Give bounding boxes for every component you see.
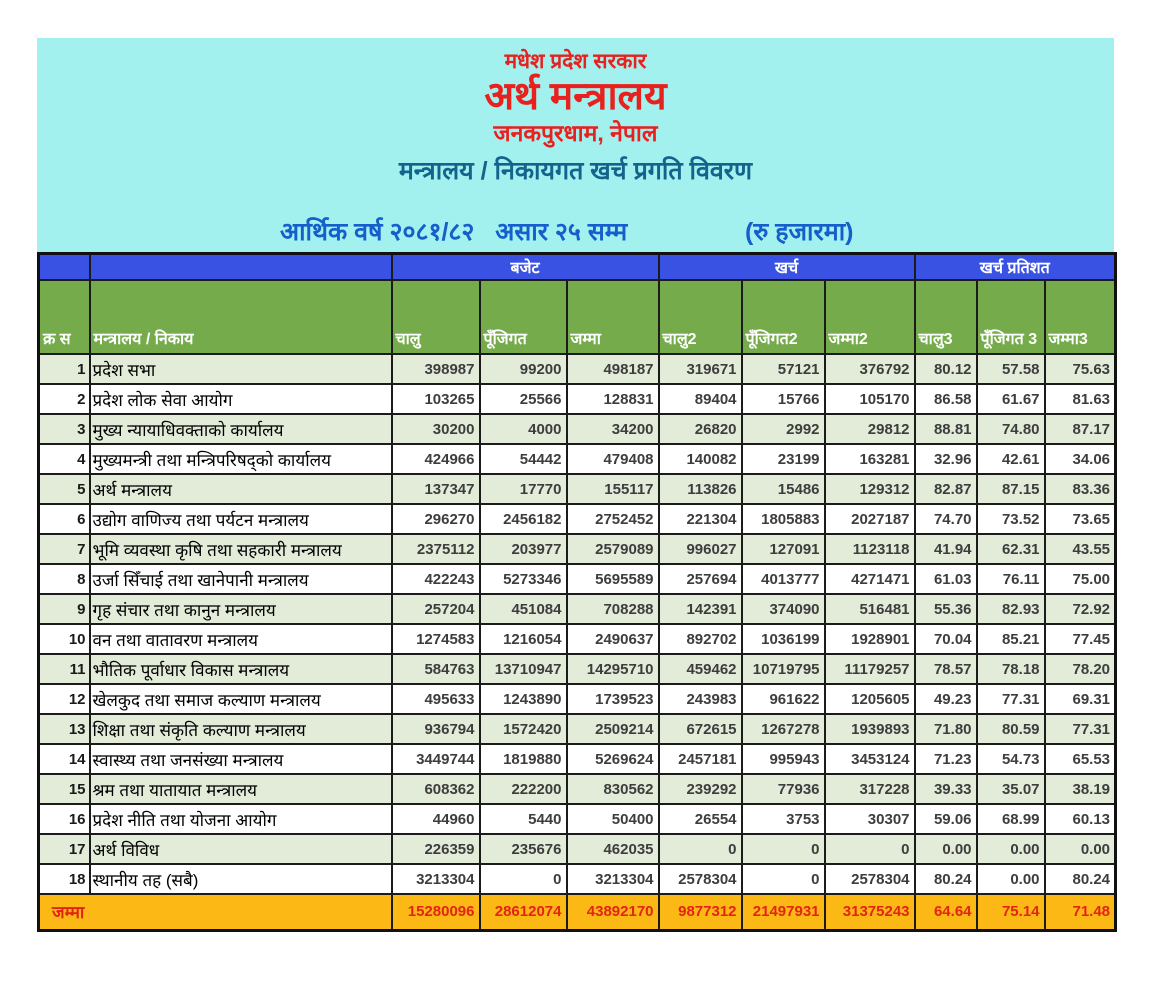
row-value-cell: 239292: [659, 774, 742, 804]
row-serial: 15: [39, 774, 90, 804]
row-value-cell: 462035: [567, 834, 659, 864]
row-value-cell: 77.45: [1045, 624, 1116, 654]
row-serial: 1: [39, 354, 90, 384]
expense-progress-table: [37, 252, 1117, 932]
row-ministry-name: भूमि व्यवस्था कृषि तथा सहकारी मन्त्रालय: [90, 534, 392, 564]
row-serial: 16: [39, 804, 90, 834]
row-value-cell: 257204: [392, 594, 480, 624]
row-value-cell: 80.12: [915, 354, 977, 384]
row-value-cell: 317228: [825, 774, 915, 804]
row-ministry-name: स्वास्थ्य तथा जनसंख्या मन्त्रालय: [90, 744, 392, 774]
row-value-cell: 68.99: [977, 804, 1045, 834]
row-value-cell: 105170: [825, 384, 915, 414]
col-expense-current: चालु2: [659, 280, 742, 354]
row-serial: 4: [39, 444, 90, 474]
row-value-cell: 30307: [825, 804, 915, 834]
row-value-cell: 221304: [659, 504, 742, 534]
row-value-cell: 73.65: [1045, 504, 1116, 534]
row-value-cell: 2992: [742, 414, 825, 444]
row-value-cell: 708288: [567, 594, 659, 624]
row-serial: 11: [39, 654, 90, 684]
row-ministry-name: मुख्य न्यायाधिवक्ताको कार्यालय: [90, 414, 392, 444]
row-value-cell: 0: [480, 864, 567, 894]
row-ministry-name: गृह संचार तथा कानुन मन्त्रालय: [90, 594, 392, 624]
government-name: मधेश प्रदेश सरकार: [504, 50, 647, 73]
col-percent-total: जम्मा3: [1045, 280, 1116, 354]
row-value-cell: 3453124: [825, 744, 915, 774]
row-value-cell: 89404: [659, 384, 742, 414]
row-value-cell: 2579089: [567, 534, 659, 564]
row-serial: 18: [39, 864, 90, 894]
row-value-cell: 2490637: [567, 624, 659, 654]
row-value-cell: 11179257: [825, 654, 915, 684]
row-value-cell: 1928901: [825, 624, 915, 654]
row-value-cell: 80.59: [977, 714, 1045, 744]
table-row: [39, 864, 1116, 894]
table-row: [39, 714, 1116, 744]
row-value-cell: 34.06: [1045, 444, 1116, 474]
row-value-cell: 235676: [480, 834, 567, 864]
row-value-cell: 1243890: [480, 684, 567, 714]
row-value-cell: 88.81: [915, 414, 977, 444]
table-row: [39, 744, 1116, 774]
row-value-cell: 83.36: [1045, 474, 1116, 504]
group-header-expense: खर्च: [659, 254, 915, 281]
col-budget-capital: पूँजिगत: [480, 280, 567, 354]
row-value-cell: 30200: [392, 414, 480, 444]
row-value-cell: 296270: [392, 504, 480, 534]
row-value-cell: 128831: [567, 384, 659, 414]
row-value-cell: 398987: [392, 354, 480, 384]
row-value-cell: 69.31: [1045, 684, 1116, 714]
row-ministry-name: वन तथा वातावरण मन्त्रालय: [90, 624, 392, 654]
ministry-name: अर्थ मन्त्रालय: [484, 75, 667, 118]
total-value-cell: 9877312: [659, 894, 742, 930]
row-value-cell: 5269624: [567, 744, 659, 774]
row-value-cell: 1205605: [825, 684, 915, 714]
row-value-cell: 1267278: [742, 714, 825, 744]
table-row: [39, 384, 1116, 414]
row-value-cell: 5695589: [567, 564, 659, 594]
row-value-cell: 584763: [392, 654, 480, 684]
row-value-cell: 495633: [392, 684, 480, 714]
col-serial: क्र स: [39, 280, 90, 354]
row-value-cell: 35.07: [977, 774, 1045, 804]
row-value-cell: 1274583: [392, 624, 480, 654]
row-value-cell: 32.96: [915, 444, 977, 474]
row-value-cell: 70.04: [915, 624, 977, 654]
row-value-cell: 479408: [567, 444, 659, 474]
row-value-cell: 4000: [480, 414, 567, 444]
row-value-cell: 82.93: [977, 594, 1045, 624]
row-value-cell: 1819880: [480, 744, 567, 774]
row-value-cell: 5440: [480, 804, 567, 834]
row-value-cell: 61.03: [915, 564, 977, 594]
row-value-cell: 996027: [659, 534, 742, 564]
row-value-cell: 3213304: [567, 864, 659, 894]
row-value-cell: 80.24: [1045, 864, 1116, 894]
total-value-cell: 28612074: [480, 894, 567, 930]
row-value-cell: 78.20: [1045, 654, 1116, 684]
row-serial: 6: [39, 504, 90, 534]
row-value-cell: 1572420: [480, 714, 567, 744]
row-value-cell: 516481: [825, 594, 915, 624]
row-value-cell: 2457181: [659, 744, 742, 774]
row-serial: 2: [39, 384, 90, 414]
unit-note: (रु हजारमा): [745, 218, 854, 246]
row-value-cell: 608362: [392, 774, 480, 804]
row-ministry-name: श्रम तथा यातायात मन्त्रालय: [90, 774, 392, 804]
row-value-cell: 2752452: [567, 504, 659, 534]
row-value-cell: 0: [742, 834, 825, 864]
row-value-cell: 87.17: [1045, 414, 1116, 444]
row-value-cell: 3753: [742, 804, 825, 834]
row-value-cell: 319671: [659, 354, 742, 384]
col-budget-total: जम्मा: [567, 280, 659, 354]
row-value-cell: 82.87: [915, 474, 977, 504]
row-value-cell: 0.00: [977, 864, 1045, 894]
row-value-cell: 243983: [659, 684, 742, 714]
table-row: [39, 594, 1116, 624]
row-ministry-name: भौतिक पूर्वाधार विकास मन्त्रालय: [90, 654, 392, 684]
row-value-cell: 0.00: [1045, 834, 1116, 864]
row-value-cell: 86.58: [915, 384, 977, 414]
row-value-cell: 55.36: [915, 594, 977, 624]
table-row: [39, 654, 1116, 684]
row-value-cell: 49.23: [915, 684, 977, 714]
row-value-cell: 2578304: [659, 864, 742, 894]
row-value-cell: 4013777: [742, 564, 825, 594]
table-body: [39, 354, 1116, 930]
row-value-cell: 61.67: [977, 384, 1045, 414]
row-value-cell: 87.15: [977, 474, 1045, 504]
row-value-cell: 80.24: [915, 864, 977, 894]
row-value-cell: 222200: [480, 774, 567, 804]
table-row: [39, 624, 1116, 654]
row-value-cell: 1216054: [480, 624, 567, 654]
row-value-cell: 672615: [659, 714, 742, 744]
col-percent-capital: पूँजिगत 3: [977, 280, 1045, 354]
total-value-cell: 15280096: [392, 894, 480, 930]
row-value-cell: 2509214: [567, 714, 659, 744]
row-value-cell: 77.31: [1045, 714, 1116, 744]
row-value-cell: 71.80: [915, 714, 977, 744]
group-header-empty-sn: [39, 254, 90, 281]
row-value-cell: 54.73: [977, 744, 1045, 774]
row-value-cell: 226359: [392, 834, 480, 864]
group-header-budget: बजेट: [392, 254, 659, 281]
row-value-cell: 2578304: [825, 864, 915, 894]
row-value-cell: 77936: [742, 774, 825, 804]
table-row: [39, 534, 1116, 564]
row-value-cell: 892702: [659, 624, 742, 654]
row-value-cell: 81.63: [1045, 384, 1116, 414]
row-ministry-name: प्रदेश सभा: [90, 354, 392, 384]
row-value-cell: 77.31: [977, 684, 1045, 714]
row-value-cell: 23199: [742, 444, 825, 474]
table-row: [39, 474, 1116, 504]
row-value-cell: 42.61: [977, 444, 1045, 474]
row-ministry-name: उद्योग वाणिज्य तथा पर्यटन मन्त्रालय: [90, 504, 392, 534]
row-value-cell: 103265: [392, 384, 480, 414]
row-value-cell: 995943: [742, 744, 825, 774]
row-value-cell: 422243: [392, 564, 480, 594]
row-value-cell: 26820: [659, 414, 742, 444]
row-serial: 12: [39, 684, 90, 714]
row-value-cell: 38.19: [1045, 774, 1116, 804]
row-value-cell: 75.00: [1045, 564, 1116, 594]
total-value-cell: 64.64: [915, 894, 977, 930]
row-serial: 14: [39, 744, 90, 774]
total-value-cell: 75.14: [977, 894, 1045, 930]
total-value-cell: 31375243: [825, 894, 915, 930]
row-value-cell: 1036199: [742, 624, 825, 654]
row-value-cell: 0.00: [977, 834, 1045, 864]
row-value-cell: 73.52: [977, 504, 1045, 534]
row-value-cell: 71.23: [915, 744, 977, 774]
row-value-cell: 10719795: [742, 654, 825, 684]
row-value-cell: 137347: [392, 474, 480, 504]
row-value-cell: 1939893: [825, 714, 915, 744]
row-value-cell: 203977: [480, 534, 567, 564]
col-expense-capital: पूँजिगत2: [742, 280, 825, 354]
row-value-cell: 140082: [659, 444, 742, 474]
row-value-cell: 62.31: [977, 534, 1045, 564]
row-value-cell: 376792: [825, 354, 915, 384]
row-value-cell: 2456182: [480, 504, 567, 534]
row-value-cell: 43.55: [1045, 534, 1116, 564]
row-value-cell: 451084: [480, 594, 567, 624]
row-value-cell: 0: [825, 834, 915, 864]
row-ministry-name: उर्जा सिँचाई तथा खानेपानी मन्त्रालय: [90, 564, 392, 594]
row-value-cell: 5273346: [480, 564, 567, 594]
row-value-cell: 498187: [567, 354, 659, 384]
row-ministry-name: शिक्षा तथा संकृति कल्याण मन्त्रालय: [90, 714, 392, 744]
row-ministry-name: अर्थ विविध: [90, 834, 392, 864]
row-value-cell: 3213304: [392, 864, 480, 894]
row-value-cell: 459462: [659, 654, 742, 684]
table-row: [39, 354, 1116, 384]
row-value-cell: 75.63: [1045, 354, 1116, 384]
row-value-cell: 57.58: [977, 354, 1045, 384]
row-value-cell: 4271471: [825, 564, 915, 594]
report-sheet: [37, 38, 1114, 932]
row-value-cell: 14295710: [567, 654, 659, 684]
row-value-cell: 0: [659, 834, 742, 864]
location-line: जनकपुरधाम, नेपाल: [493, 119, 658, 146]
group-header-row: [39, 254, 1116, 281]
row-value-cell: 3449744: [392, 744, 480, 774]
total-row: [39, 894, 1116, 930]
row-value-cell: 1805883: [742, 504, 825, 534]
table-row: [39, 684, 1116, 714]
fiscal-period: आर्थिक वर्ष २०८१/८२ असार २५ सम्म: [280, 218, 628, 246]
row-value-cell: 257694: [659, 564, 742, 594]
row-value-cell: 59.06: [915, 804, 977, 834]
row-value-cell: 57121: [742, 354, 825, 384]
row-ministry-name: मुख्यमन्त्री तथा मन्त्रिपरिषद्को कार्यालय: [90, 444, 392, 474]
row-value-cell: 34200: [567, 414, 659, 444]
row-value-cell: 44960: [392, 804, 480, 834]
row-value-cell: 17770: [480, 474, 567, 504]
row-value-cell: 163281: [825, 444, 915, 474]
row-value-cell: 13710947: [480, 654, 567, 684]
row-ministry-name: स्थानीय तह (सबै): [90, 864, 392, 894]
row-value-cell: 76.11: [977, 564, 1045, 594]
row-value-cell: 1739523: [567, 684, 659, 714]
table-row: [39, 444, 1116, 474]
row-serial: 9: [39, 594, 90, 624]
table-row: [39, 804, 1116, 834]
col-expense-total: जम्मा2: [825, 280, 915, 354]
column-header-row: [39, 280, 1116, 354]
row-serial: 17: [39, 834, 90, 864]
row-value-cell: 54442: [480, 444, 567, 474]
row-ministry-name: खेलकुद तथा समाज कल्याण मन्त्रालय: [90, 684, 392, 714]
row-value-cell: 129312: [825, 474, 915, 504]
row-serial: 5: [39, 474, 90, 504]
report-title: मन्त्रालय / निकायगत खर्च प्रगति विवरण: [398, 157, 753, 186]
row-value-cell: 1123118: [825, 534, 915, 564]
row-serial: 3: [39, 414, 90, 444]
row-serial: 10: [39, 624, 90, 654]
row-value-cell: 127091: [742, 534, 825, 564]
row-value-cell: 830562: [567, 774, 659, 804]
row-value-cell: 0.00: [915, 834, 977, 864]
row-value-cell: 74.70: [915, 504, 977, 534]
row-value-cell: 74.80: [977, 414, 1045, 444]
row-value-cell: 15766: [742, 384, 825, 414]
table-row: [39, 504, 1116, 534]
row-value-cell: 374090: [742, 594, 825, 624]
row-value-cell: 113826: [659, 474, 742, 504]
fiscal-row: [37, 214, 1114, 248]
row-value-cell: 424966: [392, 444, 480, 474]
table-row: [39, 414, 1116, 444]
row-value-cell: 50400: [567, 804, 659, 834]
row-ministry-name: प्रदेश लोक सेवा आयोग: [90, 384, 392, 414]
row-value-cell: 26554: [659, 804, 742, 834]
row-value-cell: 78.18: [977, 654, 1045, 684]
row-value-cell: 2027187: [825, 504, 915, 534]
row-value-cell: 25566: [480, 384, 567, 414]
row-serial: 13: [39, 714, 90, 744]
table-row: [39, 774, 1116, 804]
row-value-cell: 85.21: [977, 624, 1045, 654]
row-value-cell: 39.33: [915, 774, 977, 804]
row-value-cell: 65.53: [1045, 744, 1116, 774]
total-value-cell: 71.48: [1045, 894, 1116, 930]
row-value-cell: 142391: [659, 594, 742, 624]
col-ministry: मन्त्रालय / निकाय: [90, 280, 392, 354]
row-value-cell: 72.92: [1045, 594, 1116, 624]
row-value-cell: 961622: [742, 684, 825, 714]
row-serial: 7: [39, 534, 90, 564]
total-label: जम्मा: [39, 894, 392, 930]
row-value-cell: 41.94: [915, 534, 977, 564]
group-header-expense-percent: खर्च प्रतिशत: [915, 254, 1116, 281]
total-value-cell: 21497931: [742, 894, 825, 930]
row-value-cell: 936794: [392, 714, 480, 744]
row-value-cell: 155117: [567, 474, 659, 504]
row-value-cell: 0: [742, 864, 825, 894]
row-value-cell: 99200: [480, 354, 567, 384]
row-value-cell: 15486: [742, 474, 825, 504]
row-ministry-name: प्रदेश नीति तथा योजना आयोग: [90, 804, 392, 834]
group-header-empty-name: [90, 254, 392, 281]
row-value-cell: 2375112: [392, 534, 480, 564]
row-value-cell: 29812: [825, 414, 915, 444]
table-row: [39, 834, 1116, 864]
row-value-cell: 60.13: [1045, 804, 1116, 834]
col-budget-current: चालु: [392, 280, 480, 354]
col-percent-current: चालु3: [915, 280, 977, 354]
report-header: [37, 38, 1114, 252]
row-ministry-name: अर्थ मन्त्रालय: [90, 474, 392, 504]
row-value-cell: 78.57: [915, 654, 977, 684]
row-serial: 8: [39, 564, 90, 594]
total-value-cell: 43892170: [567, 894, 659, 930]
table-row: [39, 564, 1116, 594]
